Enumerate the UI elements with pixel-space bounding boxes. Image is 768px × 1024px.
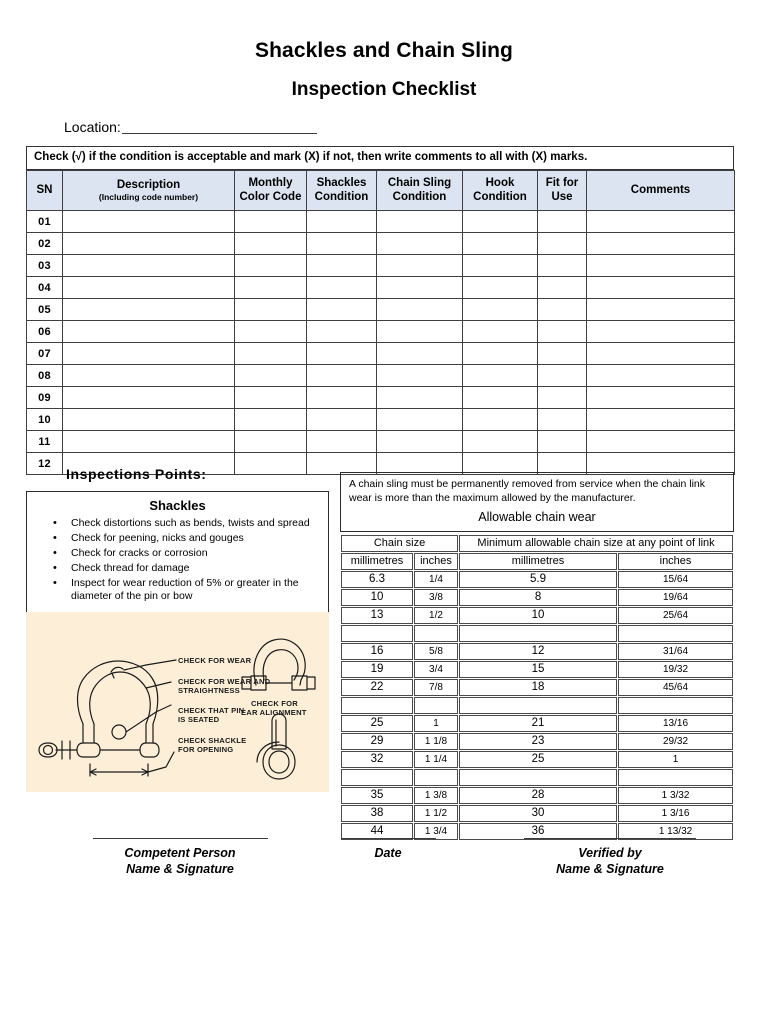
cell-min-in — [618, 625, 733, 642]
cell-chain-sling-condition[interactable] — [377, 409, 463, 431]
callout-ear-alignment-2: EAR ALIGNMENT — [241, 708, 307, 717]
cell-fit-for-use[interactable] — [538, 277, 587, 299]
shackles-bullet-list — [35, 517, 320, 604]
checklist-table — [26, 170, 735, 475]
cell-comments[interactable] — [587, 277, 735, 299]
location-row — [0, 119, 768, 134]
cell-comments[interactable] — [587, 387, 735, 409]
cell-shackles-condition[interactable] — [307, 321, 377, 343]
chain-table-row — [341, 787, 733, 804]
cell-chain-in: 1 1/8 — [414, 733, 458, 750]
callout-check-for-wear-straightness-1: CHECK FOR WEAR AND — [178, 677, 271, 686]
chain-col-header-min-in: inches — [618, 553, 733, 570]
table-row — [27, 255, 735, 277]
cell-fit-for-use[interactable] — [538, 299, 587, 321]
chain-spacer-row — [341, 697, 733, 714]
table-row — [27, 409, 735, 431]
cell-description[interactable] — [63, 299, 235, 321]
table-row — [27, 431, 735, 453]
cell-shackles-condition[interactable] — [307, 387, 377, 409]
cell-min-in: 19/64 — [618, 589, 733, 606]
cell-chain-in: 3/8 — [414, 589, 458, 606]
cell-description[interactable] — [63, 277, 235, 299]
list-item: • Check for cracks or corrosion — [57, 547, 320, 560]
table-row — [27, 277, 735, 299]
cell-min-in: 15/64 — [618, 571, 733, 588]
signature-line-competent-person[interactable] — [93, 838, 268, 839]
cell-min-mm: 18 — [459, 679, 617, 696]
shackles-inspection-box — [26, 491, 329, 613]
col-header-hook-condition-line1: Hook — [485, 176, 515, 189]
cell-shackles-condition[interactable] — [307, 255, 377, 277]
cell-min-mm: 15 — [459, 661, 617, 678]
cell-monthly-color-code[interactable] — [235, 233, 307, 255]
col-header-shackles-condition-line1: Shackles — [316, 176, 367, 189]
chain-column-header-row — [341, 553, 733, 570]
signature-block-date — [318, 838, 458, 862]
cell-sn: 08 — [27, 365, 63, 387]
cell-description[interactable] — [63, 233, 235, 255]
cell-comments[interactable] — [587, 255, 735, 277]
cell-chain-mm: 16 — [341, 643, 413, 660]
col-header-comments-label: Comments — [630, 183, 691, 196]
cell-fit-for-use[interactable] — [538, 255, 587, 277]
chain-spacer-row — [341, 769, 733, 786]
shackle-illustration — [26, 612, 329, 792]
checklist-table-body — [27, 211, 735, 475]
cell-chain-sling-condition[interactable] — [377, 211, 463, 233]
cell-chain-mm: 22 — [341, 679, 413, 696]
signature-label-date: Date — [374, 846, 402, 860]
cell-shackles-condition[interactable] — [307, 343, 377, 365]
col-header-chain-sling-condition-line2: Condition — [392, 190, 447, 203]
cell-hook-condition[interactable] — [463, 277, 538, 299]
cell-min-mm: 23 — [459, 733, 617, 750]
cell-chain-in: 1 3/8 — [414, 787, 458, 804]
cell-comments[interactable] — [587, 321, 735, 343]
callout-ear-alignment-1: CHECK FOR — [251, 699, 298, 708]
cell-sn: 11 — [27, 431, 63, 453]
cell-fit-for-use[interactable] — [538, 321, 587, 343]
cell-sn: 04 — [27, 277, 63, 299]
cell-comments[interactable] — [587, 431, 735, 453]
chain-wear-table-section — [340, 534, 734, 841]
checklist-section — [26, 146, 734, 475]
cell-min-mm: 28 — [459, 787, 617, 804]
cell-min-in: 1 3/32 — [618, 787, 733, 804]
cell-fit-for-use[interactable] — [538, 365, 587, 387]
cell-chain-mm: 10 — [341, 589, 413, 606]
cell-chain-mm — [341, 769, 413, 786]
cell-chain-sling-condition[interactable] — [377, 233, 463, 255]
callout-check-for-wear-straightness-2: STRAIGHTNESS — [178, 686, 240, 695]
cell-min-in: 1 3/16 — [618, 805, 733, 822]
table-row — [27, 211, 735, 233]
col-header-description — [63, 171, 235, 211]
col-header-sn-label: SN — [36, 183, 53, 196]
cell-min-in: 13/16 — [618, 715, 733, 732]
cell-shackles-condition[interactable] — [307, 233, 377, 255]
cell-hook-condition[interactable] — [463, 233, 538, 255]
cell-hook-condition[interactable] — [463, 409, 538, 431]
signature-label-competent-person-line1: Competent Person — [124, 846, 236, 860]
col-header-monthly-color-code-line1: Monthly — [248, 176, 293, 189]
chain-group-header-min-allowable: Minimum allowable chain size at any point of link — [459, 535, 733, 552]
document-header — [0, 0, 768, 99]
cell-chain-mm — [341, 697, 413, 714]
cell-sn: 01 — [27, 211, 63, 233]
cell-comments[interactable] — [587, 343, 735, 365]
cell-hook-condition[interactable] — [463, 365, 538, 387]
cell-chain-sling-condition[interactable] — [377, 277, 463, 299]
cell-min-mm — [459, 625, 617, 642]
cell-chain-in — [414, 769, 458, 786]
cell-chain-mm — [341, 625, 413, 642]
table-row — [27, 299, 735, 321]
cell-sn: 10 — [27, 409, 63, 431]
cell-shackles-condition[interactable] — [307, 277, 377, 299]
table-row — [27, 233, 735, 255]
signature-line-date[interactable] — [341, 838, 436, 839]
cell-hook-condition[interactable] — [463, 321, 538, 343]
cell-min-in: 1 13/32 — [618, 823, 733, 840]
cell-hook-condition[interactable] — [463, 343, 538, 365]
cell-chain-in: 1/4 — [414, 571, 458, 588]
col-header-shackles-condition-line2: Condition — [314, 190, 369, 203]
cell-shackles-condition[interactable] — [307, 299, 377, 321]
cell-comments[interactable] — [587, 211, 735, 233]
chain-col-header-chain-mm: millimetres — [341, 553, 413, 570]
checklist-instruction: Check (√) if the condition is acceptable and mark (X) if not, then write comments to all with (X) marks. — [26, 146, 734, 170]
callout-check-pin-seated-2: IS SEATED — [178, 715, 220, 724]
cell-description[interactable] — [63, 343, 235, 365]
cell-monthly-color-code[interactable] — [235, 453, 307, 475]
cell-chain-mm: 29 — [341, 733, 413, 750]
cell-chain-in: 1 1/2 — [414, 805, 458, 822]
cell-shackles-condition[interactable] — [307, 431, 377, 453]
location-input[interactable] — [122, 119, 317, 134]
table-row — [27, 343, 735, 365]
cell-chain-mm: 32 — [341, 751, 413, 768]
cell-monthly-color-code[interactable] — [235, 387, 307, 409]
cell-monthly-color-code[interactable] — [235, 321, 307, 343]
cell-chain-in: 5/8 — [414, 643, 458, 660]
chain-table-row — [341, 643, 733, 660]
cell-chain-sling-condition[interactable] — [377, 299, 463, 321]
cell-min-mm: 10 — [459, 607, 617, 624]
signature-label-competent-person-line2: Name & Signature — [126, 861, 234, 876]
chain-table-row — [341, 805, 733, 822]
cell-min-in: 45/64 — [618, 679, 733, 696]
callout-check-shackle-opening-2: FOR OPENING — [178, 745, 234, 754]
cell-description[interactable] — [63, 387, 235, 409]
chain-spacer-row — [341, 625, 733, 642]
cell-min-in: 19/32 — [618, 661, 733, 678]
chain-wear-table-title: Allowable chain wear — [478, 510, 596, 525]
cell-monthly-color-code[interactable] — [235, 409, 307, 431]
chain-table-row — [341, 589, 733, 606]
cell-min-mm: 30 — [459, 805, 617, 822]
col-header-hook-condition-line2: Condition — [473, 190, 527, 203]
cell-description[interactable] — [63, 255, 235, 277]
chain-group-header-chain-size: Chain size — [341, 535, 458, 552]
inspection-points-heading: Inspections Points: — [66, 466, 207, 482]
cell-min-in: 31/64 — [618, 643, 733, 660]
callout-check-pin-seated-1: CHECK THAT PIN — [178, 706, 245, 715]
cell-monthly-color-code[interactable] — [235, 299, 307, 321]
shackle-diagram-svg — [26, 612, 329, 792]
col-header-hook-condition — [463, 171, 538, 211]
list-item: • Check for peening, nicks and gouges — [57, 532, 320, 545]
cell-chain-mm: 19 — [341, 661, 413, 678]
cell-fit-for-use[interactable] — [538, 387, 587, 409]
cell-chain-in: 7/8 — [414, 679, 458, 696]
chain-wear-table — [340, 534, 734, 841]
col-header-fit-for-use-line1: Fit for — [545, 176, 579, 189]
cell-monthly-color-code[interactable] — [235, 431, 307, 453]
signature-line-verified-by[interactable] — [524, 838, 696, 839]
chain-table-row — [341, 571, 733, 588]
cell-fit-for-use[interactable] — [538, 343, 587, 365]
table-row — [27, 387, 735, 409]
cell-hook-condition[interactable] — [463, 431, 538, 453]
callout-check-for-wear: CHECK FOR WEAR — [178, 656, 252, 665]
cell-min-in — [618, 697, 733, 714]
cell-chain-sling-condition[interactable] — [377, 321, 463, 343]
chain-table-row — [341, 607, 733, 624]
cell-min-mm: 12 — [459, 643, 617, 660]
cell-hook-condition[interactable] — [463, 299, 538, 321]
cell-min-mm — [459, 697, 617, 714]
signature-label-verified-by-line2: Name & Signature — [556, 861, 664, 876]
col-header-comments — [587, 171, 735, 211]
cell-min-in: 29/32 — [618, 733, 733, 750]
cell-sn: 02 — [27, 233, 63, 255]
cell-fit-for-use[interactable] — [538, 409, 587, 431]
callout-check-shackle-opening-1: CHECK SHACKLE — [178, 736, 247, 745]
table-header-row — [27, 171, 735, 211]
cell-chain-in: 1 — [414, 715, 458, 732]
cell-chain-sling-condition[interactable] — [377, 343, 463, 365]
cell-comments[interactable] — [587, 409, 735, 431]
cell-hook-condition[interactable] — [463, 211, 538, 233]
cell-min-mm: 5.9 — [459, 571, 617, 588]
col-header-chain-sling-condition — [377, 171, 463, 211]
cell-sn: 03 — [27, 255, 63, 277]
chain-group-header-row — [341, 535, 733, 552]
location-label: Location: — [64, 119, 121, 135]
col-header-monthly-color-code — [235, 171, 307, 211]
list-item: • Check distortions such as bends, twists and spread — [57, 517, 320, 530]
cell-chain-sling-condition[interactable] — [377, 255, 463, 277]
cell-description[interactable] — [63, 431, 235, 453]
cell-chain-mm: 44 — [341, 823, 413, 840]
chain-table-row — [341, 661, 733, 678]
page-subtitle: Inspection Checklist — [291, 79, 477, 100]
cell-chain-mm: 25 — [341, 715, 413, 732]
table-row — [27, 321, 735, 343]
cell-chain-in: 1 3/4 — [414, 823, 458, 840]
cell-sn: 12 — [27, 453, 63, 475]
chain-table-row — [341, 751, 733, 768]
col-header-chain-sling-condition-line1: Chain Sling — [387, 176, 452, 189]
cell-monthly-color-code[interactable] — [235, 255, 307, 277]
col-header-description-label: Description — [116, 179, 181, 192]
cell-chain-in: 3/4 — [414, 661, 458, 678]
cell-chain-in — [414, 697, 458, 714]
cell-min-in: 1 — [618, 751, 733, 768]
cell-min-mm: 8 — [459, 589, 617, 606]
cell-chain-mm: 6.3 — [341, 571, 413, 588]
cell-monthly-color-code[interactable] — [235, 343, 307, 365]
chain-table-row — [341, 715, 733, 732]
cell-monthly-color-code[interactable] — [235, 277, 307, 299]
signature-label-verified-by-line1: Verified by — [578, 846, 642, 860]
col-header-monthly-color-code-line2: Color Code — [239, 190, 302, 203]
cell-sn: 09 — [27, 387, 63, 409]
chain-wear-table-body — [341, 571, 733, 840]
table-row — [27, 365, 735, 387]
cell-comments[interactable] — [587, 299, 735, 321]
chain-col-header-min-mm: millimetres — [459, 553, 617, 570]
list-item: • Inspect for wear reduction of 5% or greater in the diameter of the pin or bow — [57, 577, 320, 604]
cell-min-mm: 36 — [459, 823, 617, 840]
cell-chain-sling-condition[interactable] — [377, 431, 463, 453]
col-header-fit-for-use-line2: Use — [551, 190, 573, 203]
col-header-fit-for-use — [538, 171, 587, 211]
cell-hook-condition[interactable] — [463, 387, 538, 409]
cell-chain-in — [414, 625, 458, 642]
cell-comments[interactable] — [587, 365, 735, 387]
cell-min-in: 25/64 — [618, 607, 733, 624]
list-item: • Check thread for damage — [57, 562, 320, 575]
signature-block-competent-person — [70, 838, 290, 877]
shackles-box-title: Shackles — [149, 498, 206, 513]
cell-chain-in: 1 1/4 — [414, 751, 458, 768]
cell-comments[interactable] — [587, 233, 735, 255]
chain-table-row — [341, 733, 733, 750]
signature-block-verified-by — [490, 838, 730, 877]
cell-sn: 05 — [27, 299, 63, 321]
cell-description[interactable] — [63, 365, 235, 387]
cell-min-mm: 21 — [459, 715, 617, 732]
cell-shackles-condition[interactable] — [307, 365, 377, 387]
cell-shackles-condition[interactable] — [307, 211, 377, 233]
cell-description[interactable] — [63, 321, 235, 343]
col-header-sn — [27, 171, 63, 211]
cell-min-mm — [459, 769, 617, 786]
cell-min-mm: 25 — [459, 751, 617, 768]
chain-table-row — [341, 679, 733, 696]
cell-fit-for-use[interactable] — [538, 233, 587, 255]
cell-chain-in: 1/2 — [414, 607, 458, 624]
cell-fit-for-use[interactable] — [538, 211, 587, 233]
chain-col-header-chain-in: inches — [414, 553, 458, 570]
cell-description[interactable] — [63, 211, 235, 233]
cell-chain-mm: 13 — [341, 607, 413, 624]
col-header-description-sub: (Including code number) — [98, 191, 199, 202]
cell-min-in — [618, 769, 733, 786]
cell-shackles-condition[interactable] — [307, 409, 377, 431]
cell-monthly-color-code[interactable] — [235, 365, 307, 387]
cell-chain-mm: 38 — [341, 805, 413, 822]
chain-wear-note-text: A chain sling must be permanently removed from service when the chain link wear is more than the maximum allowed by the manufacturer. — [349, 478, 706, 504]
cell-chain-mm: 35 — [341, 787, 413, 804]
col-header-shackles-condition — [307, 171, 377, 211]
cell-hook-condition[interactable] — [463, 255, 538, 277]
cell-chain-sling-condition[interactable] — [377, 387, 463, 409]
cell-chain-sling-condition[interactable] — [377, 365, 463, 387]
page-title: Shackles and Chain Sling — [255, 39, 513, 62]
chain-wear-note-box — [340, 472, 734, 532]
cell-monthly-color-code[interactable] — [235, 211, 307, 233]
cell-sn: 07 — [27, 343, 63, 365]
cell-description[interactable] — [63, 409, 235, 431]
cell-fit-for-use[interactable] — [538, 431, 587, 453]
cell-sn: 06 — [27, 321, 63, 343]
